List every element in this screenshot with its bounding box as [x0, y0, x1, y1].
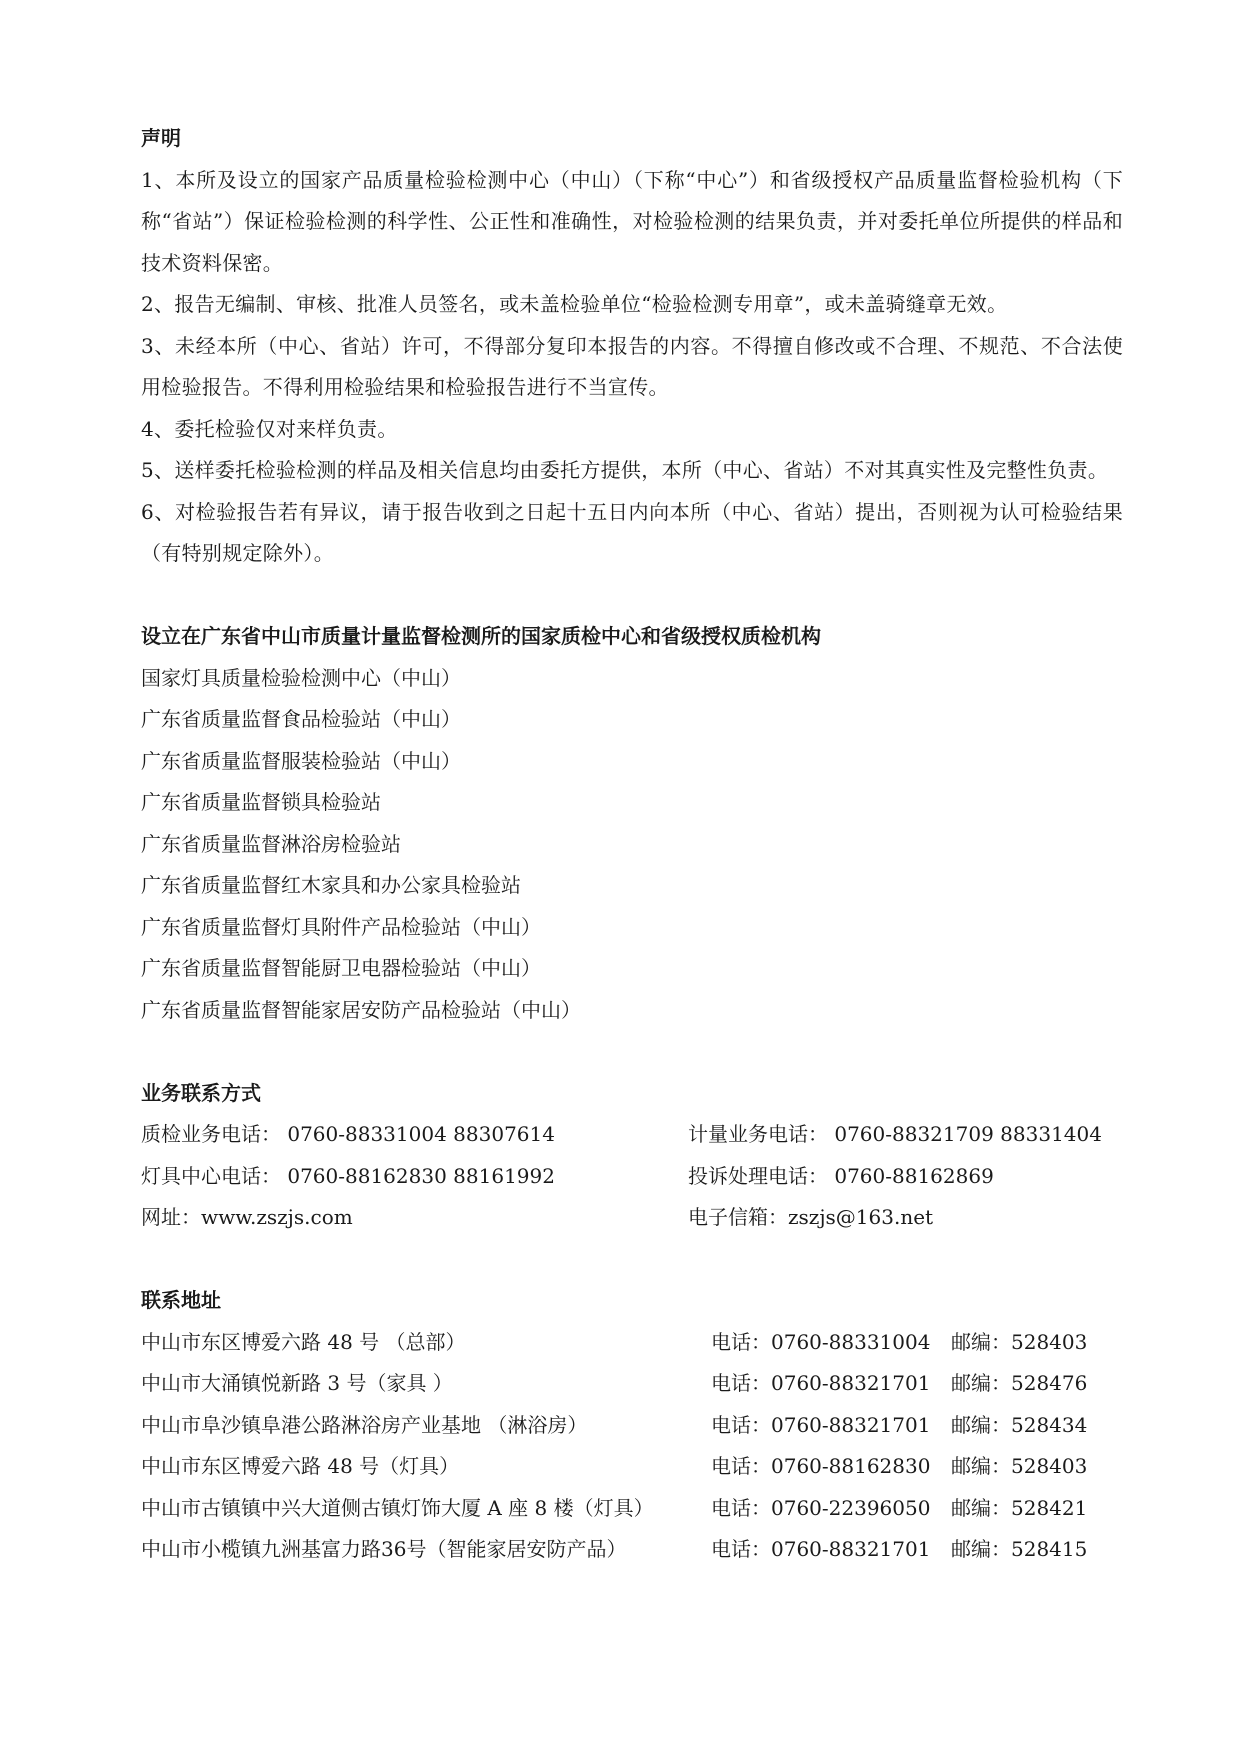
institution-item: 国家灯具质量检验检测中心（中山） — [141, 665, 461, 690]
address-text: 中山市大涌镇悦新路 3 号（家具 ） — [141, 1371, 453, 1395]
address-postcode: 邮编：528403 — [951, 1454, 1088, 1478]
website: 网址：www.zszjs.com — [141, 1205, 353, 1229]
declaration-item: 3、未经本所（中心、省站）许可，不得部分复印本报告的内容。不得擅自修改或不合理、不规范、不合法使用检验报告。不得利用检验结果和检验报告进行不当宣传。 — [141, 333, 1123, 399]
lamp-center-phone: 灯具中心电话： 0760-88162830 88161992 — [141, 1163, 555, 1188]
institution-item: 广东省质量监督食品检验站（中山） — [141, 707, 461, 731]
quality-phone: 质检业务电话： 0760-88331004 88307614 — [141, 1122, 555, 1146]
address-postcode: 邮编：528415 — [951, 1537, 1088, 1561]
declaration-title: 声明 — [141, 126, 181, 150]
address-postcode: 邮编：528403 — [951, 1329, 1088, 1354]
institution-item: 广东省质量监督灯具附件产品检验站（中山） — [141, 914, 541, 939]
institution-item: 广东省质量监督智能家居安防产品检验站（中山） — [141, 997, 581, 1022]
address-phone: 电话：0760-88321701 — [711, 1537, 931, 1561]
address-postcode: 邮编：528476 — [951, 1371, 1088, 1395]
address-phone: 电话：0760-22396050 — [711, 1495, 931, 1520]
address-row — [141, 1529, 1123, 1571]
address-text: 中山市古镇镇中兴大道侧古镇灯饰大厦 A 座 8 楼（灯具） — [141, 1495, 654, 1520]
declaration-item: 1、本所及设立的国家产品质量检验检测中心（中山）（下称“中心”）和省级授权产品质量监督检验机构（下称“省站”）保证检验检测的科学性、公正性和准确性，对检验检测的结果负责，并对委托单位所提供的样品和技术资料保密。 — [141, 167, 1123, 275]
institution-item: 广东省质量监督锁具检验站 — [141, 790, 381, 814]
institution-item: 广东省质量监督服装检验站（中山） — [141, 748, 461, 773]
address-row — [141, 1322, 1123, 1364]
address-text: 中山市东区博爱六路 48 号 （总部） — [141, 1329, 466, 1354]
contact-grid — [141, 1114, 1123, 1239]
address-row — [141, 1363, 1123, 1405]
address-phone: 电话：0760-88331004 — [711, 1329, 931, 1354]
declaration-item: 5、送样委托检验检测的样品及相关信息均由委托方提供，本所（中心、省站）不对其真实性及完整性负责。 — [141, 458, 1109, 482]
address-row — [141, 1488, 1123, 1530]
institutions-title: 设立在广东省中山市质量计量监督检测所的国家质检中心和省级授权质检机构 — [141, 624, 821, 648]
address-text: 中山市东区博爱六路 48 号（灯具） — [141, 1454, 460, 1478]
institutions-section — [141, 616, 1123, 1031]
complaint-phone: 投诉处理电话： 0760-88162869 — [688, 1163, 994, 1188]
section-spacer — [141, 575, 1123, 617]
email: 电子信箱：zszjs@163.net — [688, 1205, 934, 1229]
address-row — [141, 1405, 1123, 1447]
contact-section — [141, 1073, 1123, 1239]
section-spacer — [141, 1239, 1123, 1281]
address-text: 中山市阜沙镇阜港公路淋浴房产业基地 （淋浴房） — [141, 1412, 588, 1437]
addresses-title: 联系地址 — [141, 1288, 221, 1312]
address-postcode: 邮编：528434 — [951, 1412, 1088, 1437]
address-phone: 电话：0760-88321701 — [711, 1412, 931, 1437]
address-row — [141, 1446, 1123, 1488]
institution-item: 广东省质量监督智能厨卫电器检验站（中山） — [141, 956, 541, 980]
institution-item: 广东省质量监督淋浴房检验站 — [141, 831, 401, 856]
section-spacer — [141, 1031, 1123, 1073]
address-postcode: 邮编：528421 — [951, 1495, 1088, 1520]
address-phone: 电话：0760-88162830 — [711, 1454, 931, 1478]
address-phone: 电话：0760-88321701 — [711, 1371, 931, 1395]
metrology-phone: 计量业务电话： 0760-88321709 88331404 — [688, 1122, 1102, 1146]
declaration-section — [141, 118, 1123, 575]
institution-item: 广东省质量监督红木家具和办公家具检验站 — [141, 873, 521, 897]
document-page — [141, 118, 1123, 1571]
declaration-item: 4、委托检验仅对来样负责。 — [141, 416, 398, 441]
address-text: 中山市小榄镇九洲基富力路36号（智能家居安防产品） — [141, 1537, 627, 1561]
addresses-section — [141, 1280, 1123, 1571]
declaration-item: 2、报告无编制、审核、批准人员签名，或未盖检验单位“检验检测专用章”，或未盖骑缝章无效。 — [141, 292, 1008, 316]
declaration-item: 6、对检验报告若有异议，请于报告收到之日起十五日内向本所（中心、省站）提出，否则视为认可检验结果（有特别规定除外）。 — [141, 499, 1123, 565]
contact-title: 业务联系方式 — [141, 1080, 261, 1105]
